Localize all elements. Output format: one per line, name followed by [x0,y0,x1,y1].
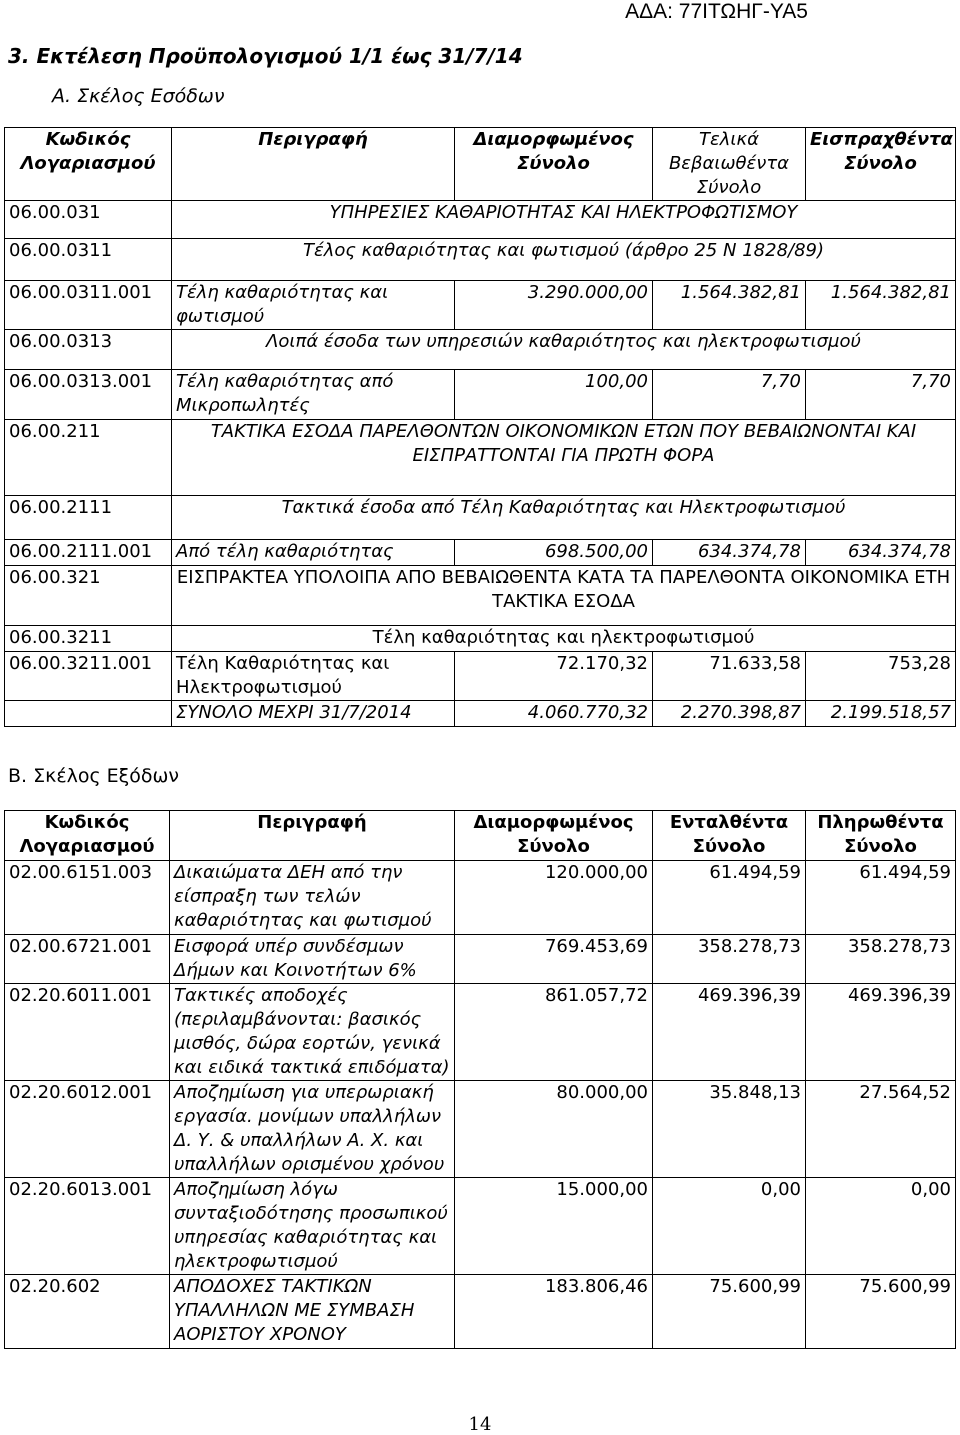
total-label: ΣΥΝΟΛΟ ΜΕΧΡΙ 31/7/2014 [172,701,455,727]
table-row [5,281,956,330]
row-certified: 634.374,78 [653,540,806,566]
table-row [5,239,956,281]
header-budget: Διαμορφωμένος Σύνολο [455,128,653,201]
table-row [5,1178,956,1275]
row-code: 06.00.0313 [5,330,172,370]
row-description: Δικαιώματα ΔΕΗ από την είσπραξη των τελών καθαριότητας και φωτισμού [170,861,455,935]
total-row [5,701,956,727]
row-code: 06.00.3211.001 [5,652,172,701]
row-budget: 120.000,00 [455,861,653,935]
row-collected: 1.564.382,81 [806,281,956,330]
row-collected: 634.374,78 [806,540,956,566]
row-code: 02.20.6012.001 [5,1081,170,1178]
row-code: 06.00.0311.001 [5,281,172,330]
row-description: Τέλη Καθαριότητας και Ηλεκτροφωτισμού [172,652,455,701]
row-paid: 75.600,99 [806,1275,956,1349]
total-certified: 2.270.398,87 [653,701,806,727]
row-description: Τέλη καθαριότητας από Μικροπωλητές [172,370,455,420]
row-code: 06.00.0313.001 [5,370,172,420]
row-budget: 698.500,00 [455,540,653,566]
total-collected: 2.199.518,57 [806,701,956,727]
row-description: ΑΠΟΔΟΧΕΣ ΤΑΚΤΙΚΩΝ ΥΠΑΛΛΗΛΩΝ ΜΕ ΣΥΜΒΑΣΗ ΑΟΡΙΣΤΟΥ ΧΡΟΝΟΥ [170,1275,455,1349]
total-code-empty [5,701,172,727]
row-description: Εισφορά υπέρ συνδέσμων Δήμων και Κοινοτήτων 6% [170,935,455,984]
table-row [5,935,956,984]
row-paid: 61.494,59 [806,861,956,935]
row-ordered: 0,00 [653,1178,806,1275]
header-description: Περιγραφή [172,128,455,201]
table-row [5,652,956,701]
row-title: Λοιπά έσοδα των υπηρεσιών καθαριότητος και ηλεκτροφωτισμού [172,330,956,370]
table-row [5,201,956,239]
row-description: Αποζημίωση για υπερωριακή εργασία. μονίμων υπαλλήλων Δ. Υ. & υπαλλήλων Α. Χ. και υπαλλήλων ορισμένου χρόνου [170,1081,455,1178]
row-budget: 100,00 [455,370,653,420]
table-row [5,420,956,496]
row-title: Τέλος καθαριότητας και φωτισμού (άρθρο 25 Ν 1828/89) [172,239,956,281]
page-number: 14 [468,1414,492,1435]
row-budget: 15.000,00 [455,1178,653,1275]
row-collected: 7,70 [806,370,956,420]
row-collected: 753,28 [806,652,956,701]
row-code: 06.00.3211 [5,626,172,652]
row-certified: 7,70 [653,370,806,420]
row-title: ΤΑΚΤΙΚΑ ΕΣΟΔΑ ΠΑΡΕΛΘΟΝΤΩΝ ΟΙΚΟΝΟΜΙΚΩΝ ΕΤΩΝ ΠΟΥ ΒΕΒΑΙΩΝΟΝΤΑΙ ΚΑΙ ΕΙΣΠΡΑΤΤΟΝΤΑΙ ΓΙΑ ΠΡΩΤΗ ΦΟΡΑ [172,420,956,496]
row-paid: 27.564,52 [806,1081,956,1178]
row-paid: 469.396,39 [806,984,956,1081]
header-certified: Τελικά Βεβαιωθέντα Σύνολο [653,128,806,201]
table-row [5,1081,956,1178]
ada-code: ΑΔΑ: 77ΙΤΩΗΓ-ΥΑ5 [625,0,808,23]
total-budget: 4.060.770,32 [455,701,653,727]
row-ordered: 469.396,39 [653,984,806,1081]
row-description: Τέλη καθαριότητας και φωτισμού [172,281,455,330]
row-code: 06.00.2111.001 [5,540,172,566]
row-ordered: 35.848,13 [653,1081,806,1178]
row-code: 02.00.6721.001 [5,935,170,984]
page-title: 3. Εκτέλεση Προϋπολογισμού 1/1 έως 31/7/14 [8,44,523,68]
row-budget: 769.453,69 [455,935,653,984]
expenses-section-title: Β. Σκέλος Εξόδων [8,765,180,787]
table-row [5,370,956,420]
row-code: 02.20.602 [5,1275,170,1349]
row-code: 06.00.211 [5,420,172,496]
row-ordered: 75.600,99 [653,1275,806,1349]
row-title: ΥΠΗΡΕΣΙΕΣ ΚΑΘΑΡΙΟΤΗΤΑΣ ΚΑΙ ΗΛΕΚΤΡΟΦΩΤΙΣΜΟΥ [172,201,956,239]
header-description: Περιγραφή [170,811,455,861]
row-code: 02.20.6011.001 [5,984,170,1081]
row-paid: 0,00 [806,1178,956,1275]
table-row [5,984,956,1081]
expenses-header-row [5,811,956,861]
row-description: Από τέλη καθαριότητας [172,540,455,566]
table-row [5,566,956,626]
row-code: 06.00.2111 [5,496,172,540]
table-row [5,496,956,540]
row-paid: 358.278,73 [806,935,956,984]
revenue-header-row [5,128,956,201]
row-title: ΕΙΣΠΡΑΚΤΕΑ ΥΠΟΛΟΙΠΑ ΑΠΟ ΒΕΒΑΙΩΘΕΝΤΑ ΚΑΤΑ ΤΑ ΠΑΡΕΛΘΟΝΤΑ ΟΙΚΟΝΟΜΙΚΑ ΕΤΗ ΤΑΚΤΙΚΑ ΕΣΟΔΑ [172,566,956,626]
row-code: 06.00.321 [5,566,172,626]
row-budget: 3.290.000,00 [455,281,653,330]
table-row [5,861,956,935]
header-budget: Διαμορφωμένος Σύνολο [455,811,653,861]
revenue-table [4,127,956,727]
row-certified: 1.564.382,81 [653,281,806,330]
row-code: 02.00.6151.003 [5,861,170,935]
row-ordered: 358.278,73 [653,935,806,984]
row-code: 02.20.6013.001 [5,1178,170,1275]
row-title: Τέλη καθαριότητας και ηλεκτροφωτισμού [172,626,956,652]
table-row [5,626,956,652]
table-row [5,1275,956,1349]
row-code: 06.00.0311 [5,239,172,281]
row-title: Τακτικά έσοδα από Τέλη Καθαριότητας και Ηλεκτροφωτισμού [172,496,956,540]
row-certified: 71.633,58 [653,652,806,701]
row-code: 06.00.031 [5,201,172,239]
expenses-table [4,810,956,1349]
table-row [5,330,956,370]
row-ordered: 61.494,59 [653,861,806,935]
row-budget: 80.000,00 [455,1081,653,1178]
revenue-section-title: Α. Σκέλος Εσόδων [52,85,225,107]
row-description: Αποζημίωση λόγω συνταξιοδότησης προσωπικού υπηρεσίας καθαριότητας και ηλεκτροφωτισμού [170,1178,455,1275]
header-code: Κωδικός Λογαριασμού [5,811,170,861]
header-ordered: Ενταλθέντα Σύνολο [653,811,806,861]
header-collected: Εισπραχθέντα Σύνολο [806,128,956,201]
row-budget: 72.170,32 [455,652,653,701]
table-row [5,540,956,566]
row-budget: 183.806,46 [455,1275,653,1349]
row-description: Τακτικές αποδοχές (περιλαμβάνονται: βασικός μισθός, δώρα εορτών, γενικά και ειδικά τακτικά επιδόματα) [170,984,455,1081]
header-paid: Πληρωθέντα Σύνολο [806,811,956,861]
row-budget: 861.057,72 [455,984,653,1081]
header-code: Κωδικός Λογαριασμού [5,128,172,201]
